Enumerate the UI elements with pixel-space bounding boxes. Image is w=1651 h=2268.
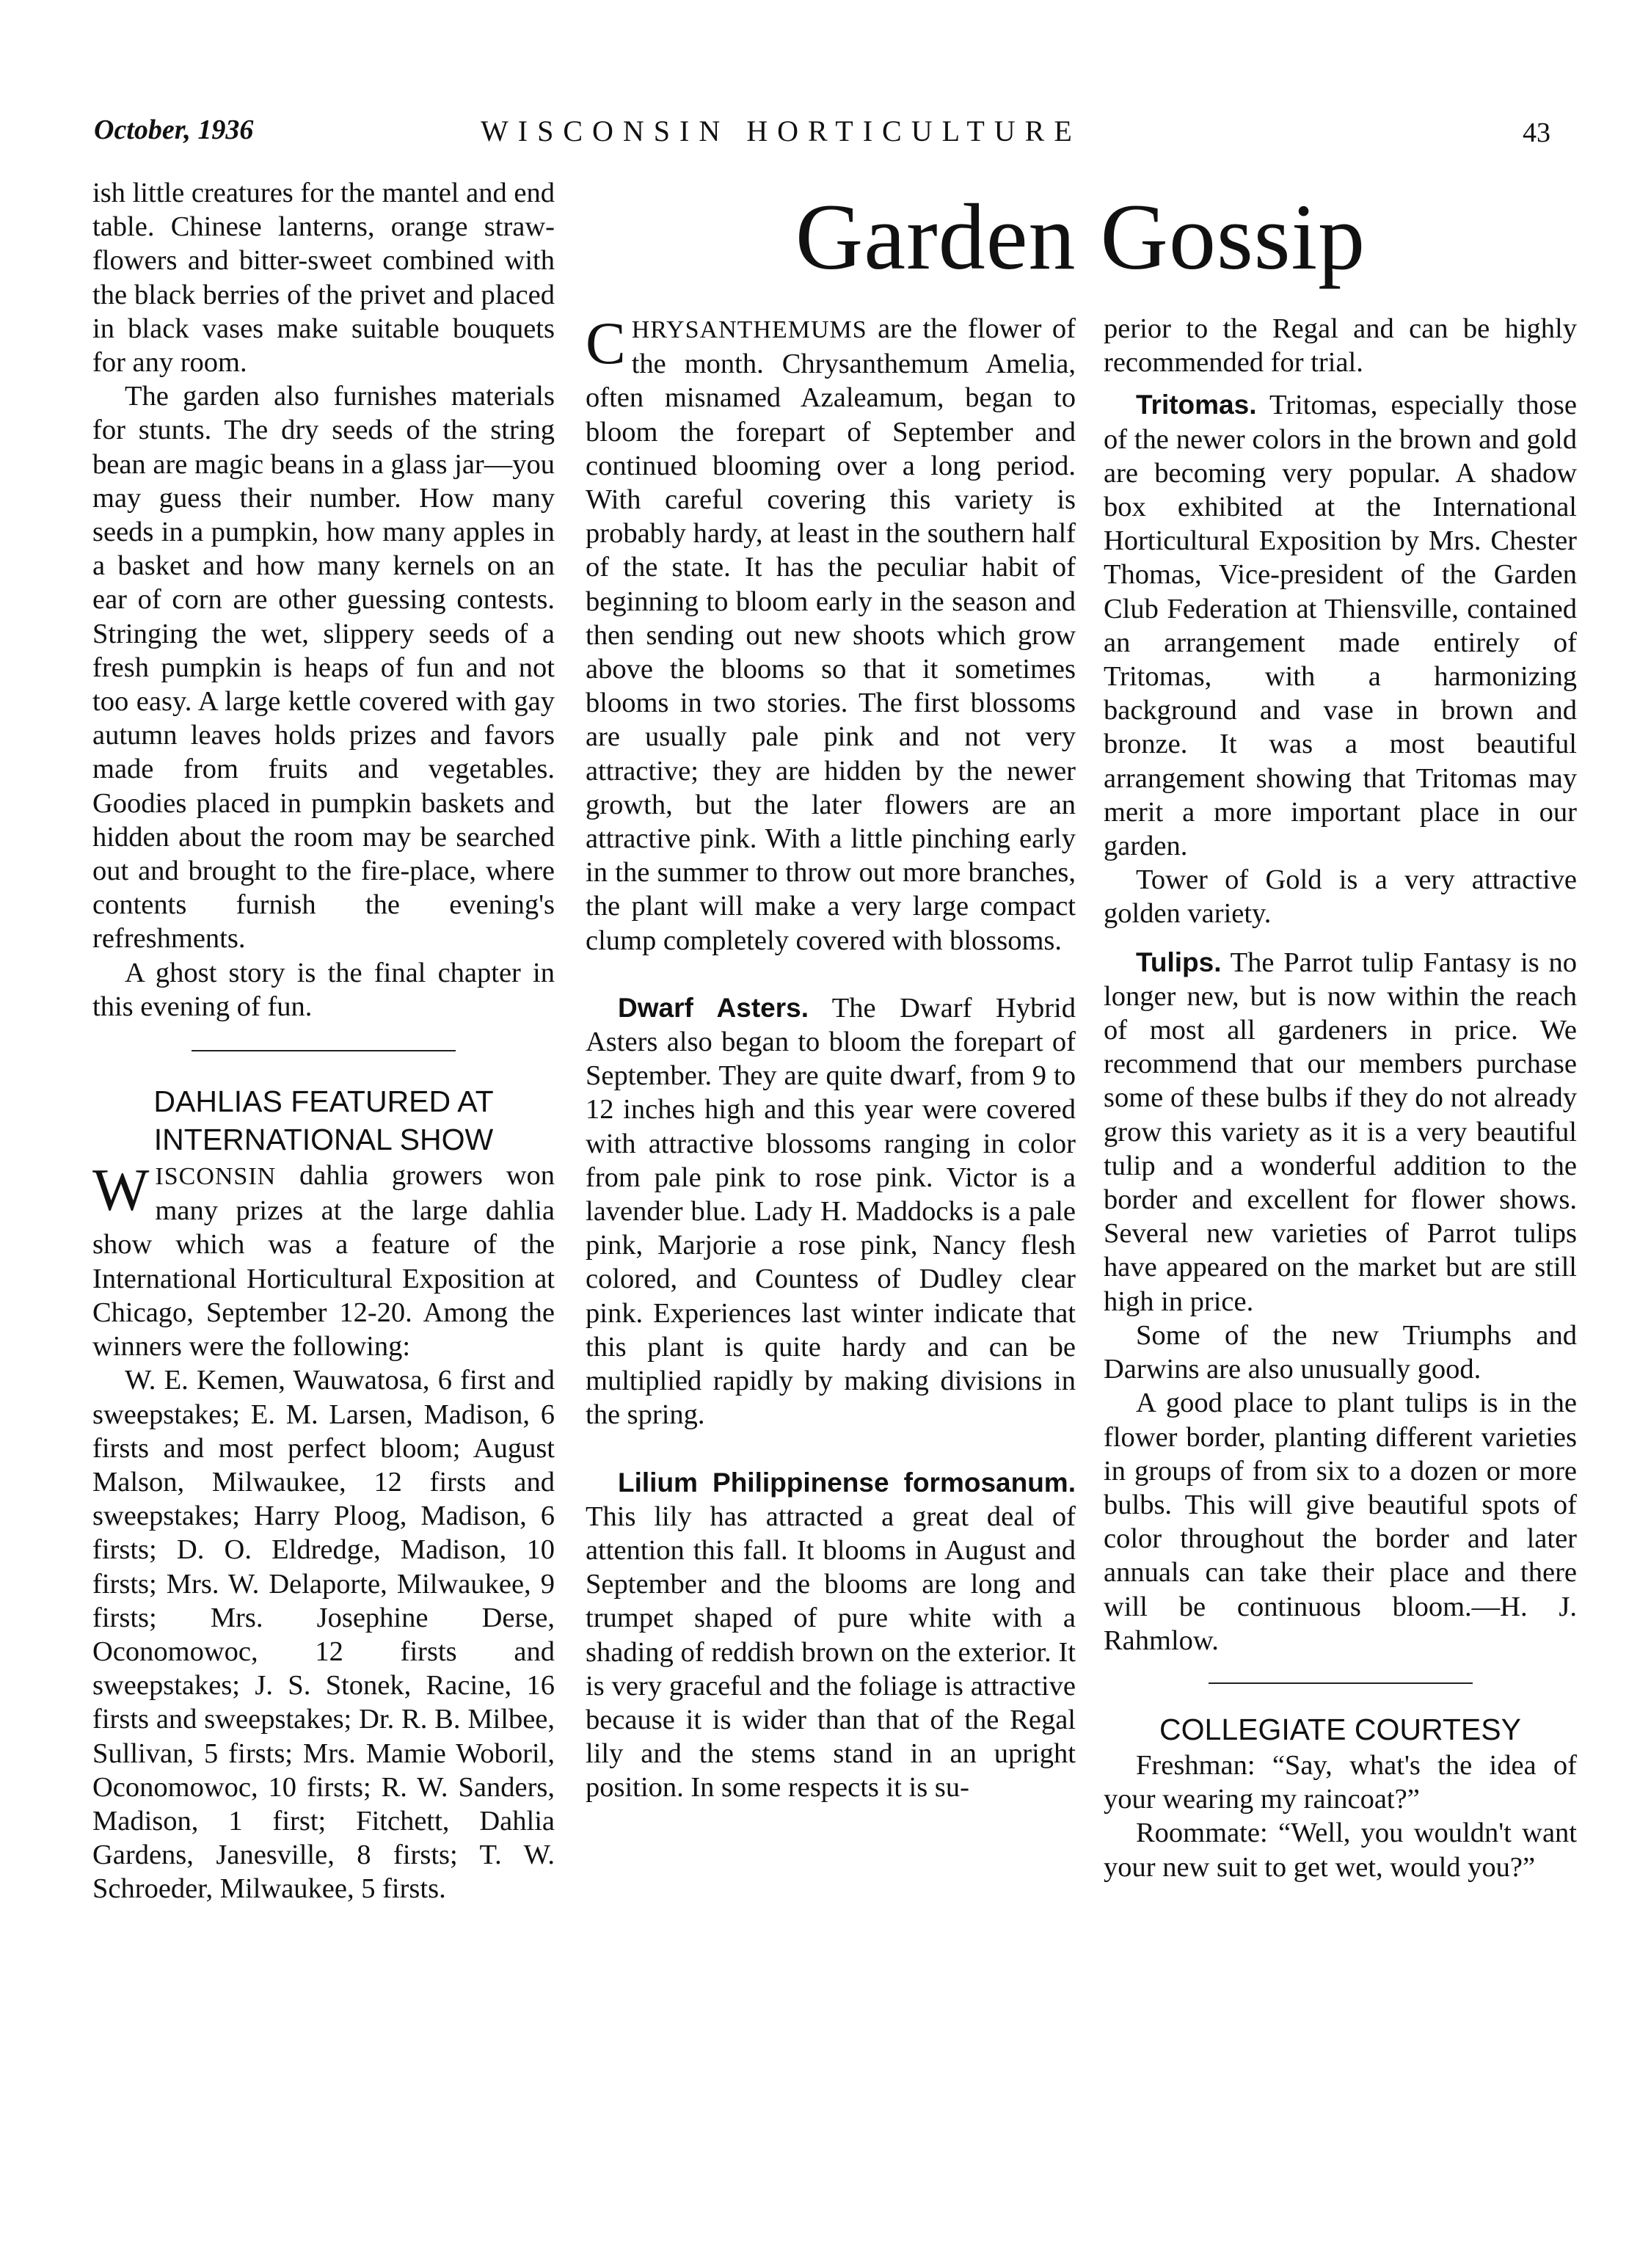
issue-date: October, 1936 (94, 114, 254, 145)
column-left (92, 176, 555, 1906)
tritomas-paragraph (1104, 388, 1577, 863)
paragraph: The garden also furnishes materials for stunts. The dry seeds of the string bean are magic beans in a glass jar—you may guess their number. How many seeds in a pumpkin, how many apples in a basket and how many kernels on an ear of corn are other guessing contests. Stringing the wet, slippery seeds of a fresh pumpkin is heaps of fun and not too easy. A large kettle covered with gay autumn leaves holds prizes and favors made from fruits and vegetables. Goodies placed in pumpkin baskets and hidden about the room may be searched out and brought to the fire-place, where contents furnish the evening's refreshments. (92, 381, 555, 955)
lead-in: Dwarf Asters. (618, 992, 809, 1023)
column-middle (586, 312, 1076, 1805)
drop-cap: W (92, 1156, 150, 1224)
lead-in: Tulips. (1136, 947, 1222, 977)
lead-in: Tritomas. (1136, 390, 1257, 420)
paragraph: A good place to plant tulips is in the flower border, planting different varieties in groups of from six to a dozen or more bulbs. This will give beautiful spots of color throughout the border and later annuals can take their place and there will be continuous bloom.—H. J. Rahmlow. (1104, 1388, 1577, 1656)
dahlias-heading: DAHLIAS FEATURED AT INTERNATIONAL SHOW (153, 1084, 494, 1157)
paragraph-text: are the flower of the month. Chrysanthemum Amelia, often misnamed Azaleamum, began to bloom the forepart of September and continued blooming over a long period. With careful covering this variety is probably hardy, at least in the southern half of the state. It has the peculiar habit of beginning to bloom early in the season and then sending out new shoots which grow above the blooms so that it sometimes blooms in two stories. The first blossoms are usually pale pink and not very attractive; they are hidden by the newer growth, but the later flowers are an attractive pink. With a little pinching early in the summer to throw out more branches, the plant will make a very large compact clump completely covered with blossoms. (586, 313, 1076, 956)
paragraph-text: The Parrot tulip Fantasy is no longer new, but is now within the reach of most all gardeners in price. We recommend that our members purchase some of these bulbs if they do not already grow this variety as it is a very beautiful tulip and a wonderful addition to the border and excellent for flower shows. Several new varieties of Parrot tulips have appeared on the market but are still high in price. (1104, 947, 1577, 1317)
paragraph-text: dahlia growers won many prizes at the large dahlia show which was a feature of the International Horticultural Exposition at Chicago, September 12-20. Among the winners were the following: (92, 1160, 555, 1363)
collegiate-heading: COLLEGIATE COURTESY (1159, 1712, 1521, 1746)
page-number: 43 (1523, 117, 1550, 148)
paragraph: Tower of Gold is a very attractive golden variety. (1104, 864, 1577, 930)
drop-cap: C (586, 310, 626, 376)
dahlias-intro (92, 1156, 555, 1363)
opening-word: ISCONSIN (155, 1163, 277, 1191)
paragraph-text: The Dwarf Hybrid Asters also began to bloom the forepart of September. They are quite dwarf, from 9 to 12 inches high and this year were covered with attractive blossoms ranging in color from pale pink to rose pink. Victor is a lavender blue. Lady H. Maddocks is a pale pink, Marjorie a rose pink, Nancy flesh colored, and Countess of Dudley clear pink. Experiences last winter indicate that this plant is quite hardy and can be multiplied rapidly by making divisions in the spring. (586, 992, 1076, 1431)
paragraph: Freshman: “Say, what's the idea of your wearing my raincoat?” (1104, 1749, 1577, 1815)
lead-in: Lilium Philippinense formosanum. (618, 1467, 1076, 1498)
lilium-paragraph (586, 1466, 1076, 1805)
paragraph: A ghost story is the final chapter in this evening of fun. (92, 957, 555, 1022)
paragraph: Roommate: “Well, you wouldn't want your new suit to get wet, would you?” (1104, 1817, 1577, 1883)
paragraph: Some of the new Triumphs and Darwins are also unusually good. (1104, 1319, 1577, 1385)
running-header (0, 114, 1651, 158)
paragraph: ish little creatures for the mantel and end table. Chinese lanterns, orange straw-flowers and bitter-sweet combined with the black berries of the privet and placed in black vases make suitable bouquets for any room. (92, 178, 555, 379)
journal-title: WISCONSIN HORTICULTURE (481, 114, 1082, 147)
tulips-paragraph (1104, 946, 1577, 1319)
opening-word: HRYSANTHEMUMS (631, 316, 867, 343)
chrysanthemums-paragraph (586, 312, 1076, 958)
dahlias-winners: W. E. Kemen, Wauwatosa, 6 first and sweepstakes; E. M. Larsen, Madison, 6 firsts and most perfect bloom; August Malson, Milwaukee, 12 firsts and sweepstakes; Harry Ploog, Madison, 6 firsts; D. O. Eldredge, Madison, 10 firsts; Mrs. W. Delaporte, Milwaukee, 9 firsts; Mrs. Josephine Derse, Oconomowoc, 12 firsts and sweepstakes; J. S. Stonek, Racine, 16 firsts and sweepstakes; Dr. R. B. Milbee, Sullivan, 5 firsts; Mrs. Mamie Woboril, Oconomowoc, 10 firsts; R. W. Sanders, Madison, 1 first; Fitchett, Dahlia Gardens, Janesville, 8 firsts; T. W. Schroeder, Milwaukee, 5 firsts. (92, 1365, 555, 1905)
article-title: Garden Gossip (795, 185, 1366, 289)
paragraph-text: Tritomas, especially those of the newer colors in the brown and gold are becoming very popular. A shadow box exhibited at the International Horticultural Exposition by Mrs. Chester Thomas, Vice-president of the Garden Club Federation at Thiensville, contained an arrangement made entirely of Tritomas, with a harmonizing background and vase in brown and bronze. It was a most beautiful arrangement showing that Tritomas may merit a more important place in our garden. (1104, 390, 1577, 862)
dwarf-asters-paragraph (586, 991, 1076, 1432)
paragraph-text: This lily has attracted a great deal of attention this fall. It blooms in August and September and the blooms are long and trumpet shaped of pure white with a shading of reddish brown on the exterior. It is very graceful and the foliage is attractive because it is wider than that of the Regal lily and the stems stand in an upright position. In some respects it is su- (586, 1501, 1076, 1804)
paragraph: perior to the Regal and can be highly recommended for trial. (1104, 313, 1577, 379)
column-right (1104, 312, 1577, 1884)
